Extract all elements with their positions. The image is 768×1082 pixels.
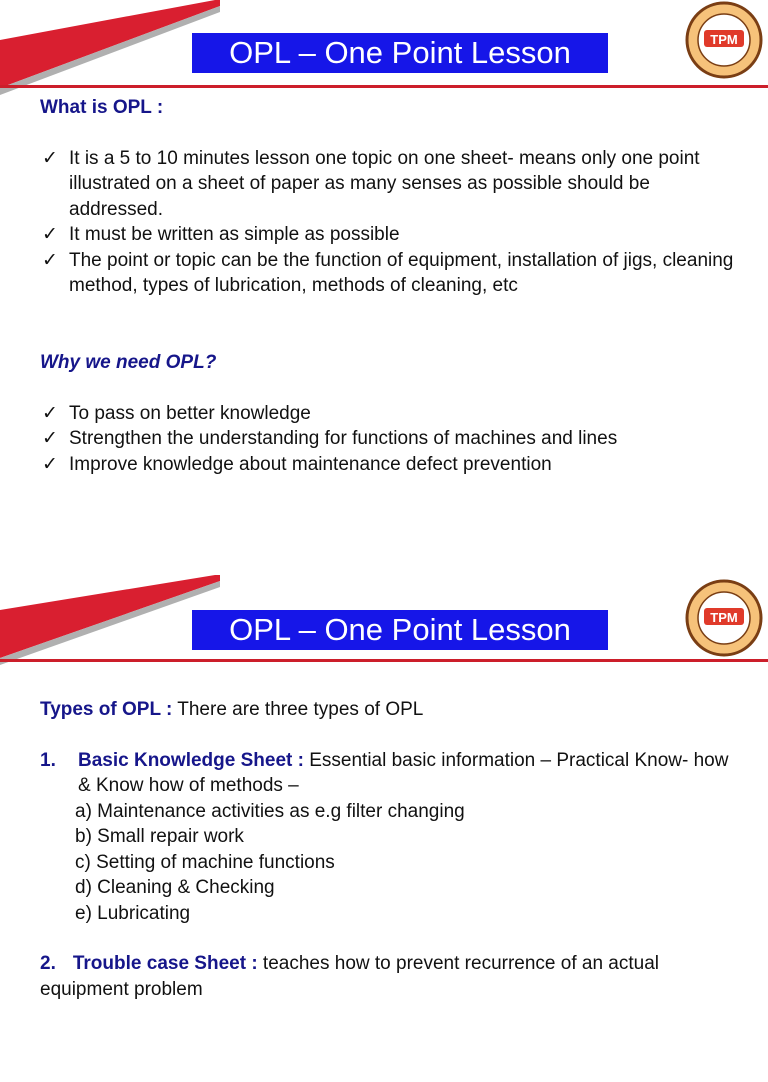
heading-what-is-opl: What is OPL :: [40, 97, 164, 118]
sub-item: d) Cleaning & Checking: [75, 877, 275, 898]
list-item: ✓ The point or topic can be the function of equipment, installation of jigs, cleaning method, types of lubrication, methods of cleaning, etc: [42, 249, 734, 296]
check-icon: ✓: [42, 402, 58, 424]
header-divider: [0, 85, 768, 88]
list-item: ✓ It is a 5 to 10 minutes lesson one topic on one sheet- means only one point illustrated on a sheet of paper as many senses as possible should be addressed.: [42, 147, 700, 220]
list-item: ✓ It must be written as simple as possible: [40, 222, 740, 248]
tpm-logo: [684, 0, 764, 80]
why-opl-section: [40, 350, 740, 477]
svg-text:TPM: TPM: [710, 610, 738, 625]
slide-title: OPL – One Point Lesson: [192, 33, 608, 73]
slide-title: OPL – One Point Lesson: [192, 610, 608, 650]
red-swoosh-graphic: [0, 0, 220, 95]
heading-why-opl: Why we need OPL?: [40, 352, 217, 373]
check-icon: ✓: [42, 147, 58, 169]
list-item: 1. Basic Knowledge Sheet : Essential basic information – Practical Know- how & Know how of methods –: [40, 749, 729, 796]
svg-text:TPM: TPM: [710, 32, 738, 47]
tpm-logo: [684, 578, 764, 658]
check-icon: ✓: [42, 428, 58, 449]
heading-types-of-opl: Types of OPL :: [40, 699, 173, 720]
check-icon: ✓: [42, 453, 58, 475]
sub-item: c) Setting of machine functions: [75, 851, 335, 873]
slide-1: [0, 0, 768, 512]
list-item: ✓ To pass on better knowledge: [40, 401, 740, 427]
list-item: 2. Trouble case Sheet : teaches how to prevent recurrence of an actual equipment problem: [40, 953, 660, 1000]
check-icon: ✓: [42, 249, 58, 271]
list-item: ✓ Strengthen the understanding for functions of machines and lines: [40, 426, 740, 452]
header-divider: [0, 659, 768, 662]
types-heading-line: Types of OPL : There are three types of OPL: [40, 699, 424, 720]
sub-item: b) Small repair work: [75, 826, 244, 847]
slide-2: [0, 570, 768, 1082]
list-item: ✓ Improve knowledge about maintenance defect prevention: [40, 452, 740, 478]
types-of-opl-section: [40, 697, 740, 1002]
sub-item: a) Maintenance activities as e.g filter changing: [75, 800, 465, 822]
what-is-opl-section: [40, 95, 740, 299]
red-swoosh-graphic: [0, 570, 220, 665]
check-icon: ✓: [42, 224, 58, 245]
sub-item: e) Lubricating: [75, 902, 191, 924]
